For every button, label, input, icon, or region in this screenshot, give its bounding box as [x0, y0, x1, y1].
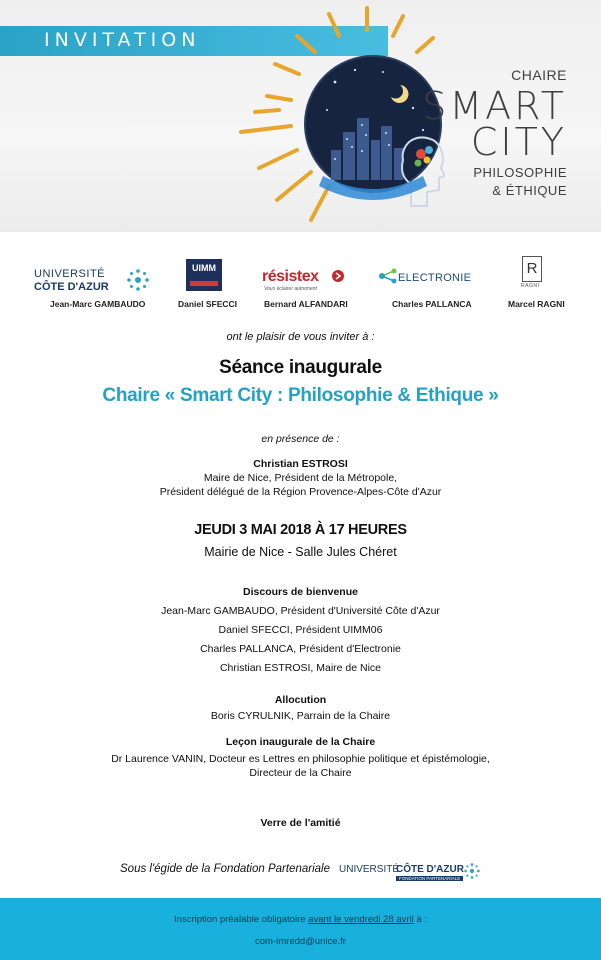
logo-resistex: résistex	[262, 268, 319, 285]
brand-ethique: & ÉTHIQUE	[492, 183, 567, 198]
contact-email-link[interactable]: com-imredd@unice.fr	[255, 936, 346, 947]
uca-emblem-icon	[124, 266, 152, 294]
allocution-title: Allocution	[274, 694, 327, 706]
chair-title: Chaire « Smart City : Philosophie & Ethique »	[102, 385, 499, 406]
partner-logos	[0, 252, 601, 312]
guest-role-1: Maire de Nice, Président de la Métropole,	[203, 472, 398, 484]
guest-role-2: Président délégué de la Région Provence-Alpes-Côte d'Azur	[159, 486, 442, 498]
uca-emblem-icon	[462, 861, 482, 881]
resistex-tagline: Vous éclairer autrement	[264, 286, 317, 292]
event-place: Mairie de Nice - Salle Jules Chéret	[204, 545, 397, 559]
partner-person: Bernard ALFANDARI	[264, 299, 348, 309]
logo-electronie: ELECTRONIE	[398, 272, 472, 284]
allocution-text: Boris CYRULNIK, Parrain de la Chaire	[210, 710, 391, 722]
lecon-line-2: Directeur de la Chaire	[249, 767, 352, 779]
registration-deadline: avant le vendredi 28 avril	[308, 914, 414, 925]
invitation-label: INVITATION	[44, 29, 201, 51]
verre-text: Verre de l'amitié	[260, 817, 341, 829]
uimm-logo-box: UIMM	[186, 259, 222, 291]
partner-person: Daniel SFECCI	[178, 299, 238, 309]
brand-city: CITY	[470, 120, 567, 164]
brand-smart: SMART	[422, 84, 567, 128]
logo-ragni-label: RAGNI	[521, 283, 540, 289]
registration-text: Inscription préalable obligatoire avant le vendredi 28 avril à :	[174, 914, 427, 925]
partner-person: Jean-Marc GAMBAUDO	[50, 299, 146, 309]
logo-universite: UNIVERSITÉ	[34, 268, 106, 280]
discours-item: Jean-Marc GAMBAUDO, Président d'Université Côte d'Azur	[161, 605, 440, 617]
presence-text: en présence de :	[261, 433, 340, 445]
smart-city-emblem	[215, 0, 445, 232]
discours-item: Charles PALLANCA, Président d'Electronie	[200, 643, 401, 655]
arrow-icon	[332, 270, 344, 282]
header-banner	[0, 0, 601, 232]
logo-cote-azur: CÔTE D'AZUR	[34, 281, 109, 293]
event-title: Séance inaugurale	[219, 357, 382, 378]
partner-person: Charles PALLANCA	[392, 299, 472, 309]
egide-logo-sub: FONDATION PARTENARIALE	[396, 876, 463, 881]
footer-band	[0, 898, 601, 960]
discours-title: Discours de bienvenue	[243, 586, 358, 598]
brand-chaire: CHAIRE	[511, 67, 567, 83]
discours-item: Christian ESTROSI, Maire de Nice	[219, 662, 382, 674]
partner-person: Marcel RAGNI	[508, 299, 565, 309]
guest-name: Christian ESTROSI	[253, 458, 348, 470]
event-date: JEUDI 3 MAI 2018 À 17 HEURES	[194, 522, 407, 538]
lecon-line-1: Dr Laurence VANIN, Docteur es Lettres en philosophie politique et épistémologie,	[111, 753, 490, 765]
logo-ragni: R	[522, 256, 542, 282]
discours-item: Daniel SFECCI, Président UIMM06	[218, 624, 383, 636]
egide-text: Sous l'égide de la Fondation Partenariale	[120, 863, 330, 875]
lecon-title: Leçon inaugurale de la Chaire	[225, 736, 376, 748]
electronie-molecule-icon	[378, 268, 398, 284]
egide-logo-universite: UNIVERSITÉ	[339, 864, 400, 875]
brand-philosophie: PHILOSOPHIE	[473, 165, 567, 180]
egide-row	[0, 858, 601, 888]
egide-logo-cote-azur: CÔTE D'AZUR	[396, 864, 464, 875]
intro-text: ont le plaisir de vous inviter à :	[226, 331, 375, 343]
